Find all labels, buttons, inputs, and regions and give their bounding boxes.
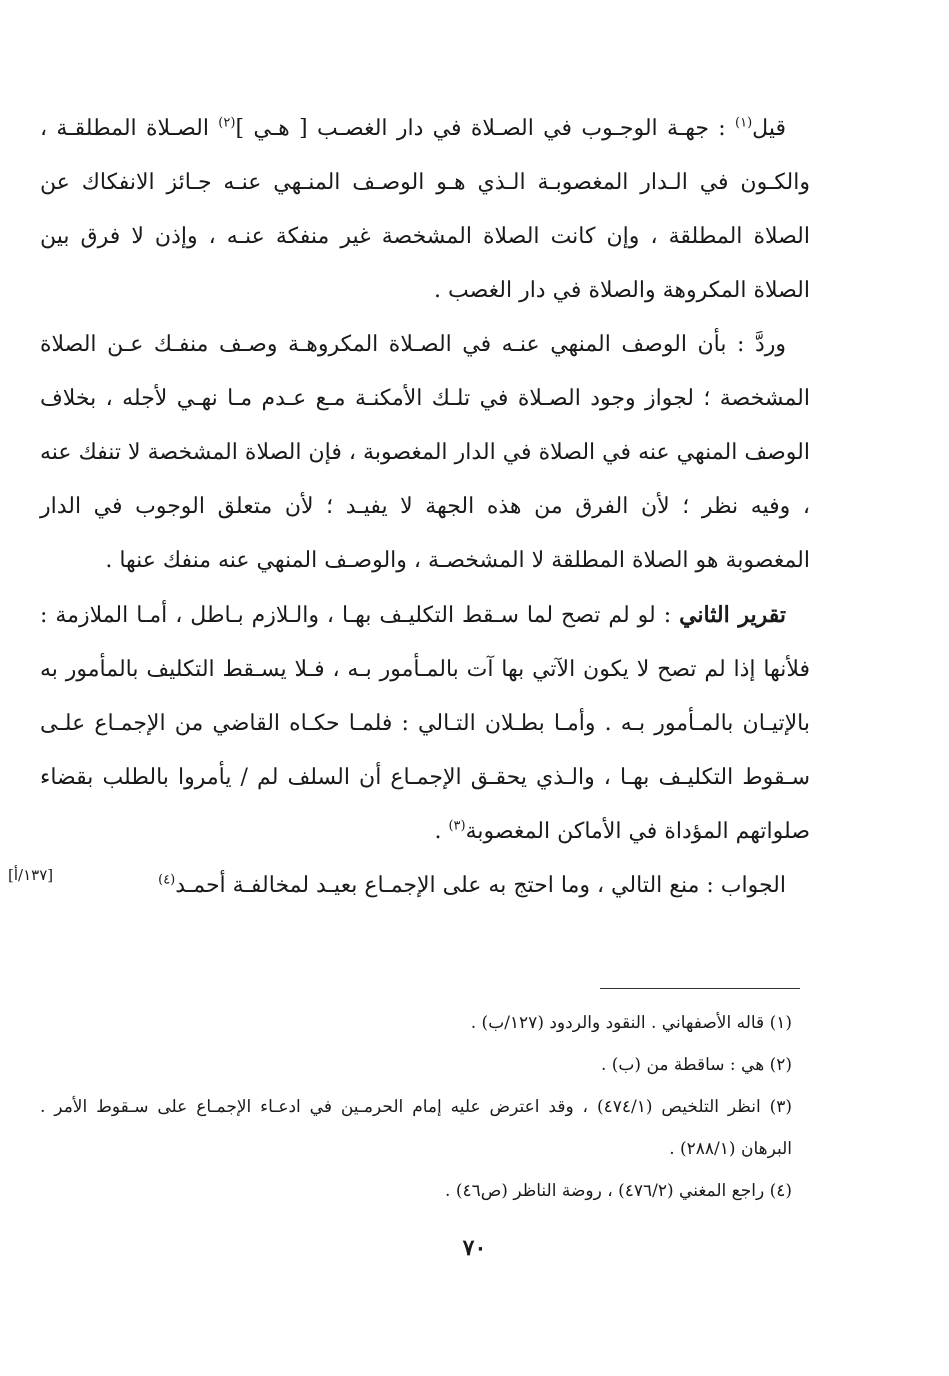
footnote-1: (١) قاله الأصفهاني . النقود والردود (١٢٧/ب) . [470, 1013, 792, 1033]
footnote-ref-3: (٣) [448, 818, 466, 834]
run: . [434, 819, 449, 844]
paragraph-1 [40, 102, 810, 318]
run: الجواب : منع التالي ، وما احتج به على الإجمـاع بعيـد لمخالفـة أحمـد [175, 873, 786, 898]
run: قيل [752, 116, 786, 141]
paragraph-2 [40, 318, 810, 588]
paragraph-4 [40, 859, 810, 913]
footnotes [40, 1002, 810, 1212]
page-number: ٧٠ [462, 1235, 487, 1261]
run: الصـلاة المطلقـة ، والكـون في الـدار المغصوبـة الـذي هـو الوصـف المنـهي عنـه جـائز الانفكاك عن الصلاة المطلقة ، وإن كانت الصلاة المشخصة غير منفكة عنـه ، وإذن لا فرق بين الصلاة المكروهة والصلاة في دار الغصب . [40, 116, 810, 303]
footnote-2: (٢) هي : ساقطة من (ب) . [600, 1055, 792, 1075]
run: : لو لم تصح لما سـقط التكليـف بهـا ، والـلازم بـاطل ، أمـا الملازمة : فلأنها إذا لم تصح لا يكون الآتي بها آت بالمـأمور بـه ، فـلا يسـقط التكليف بالمأمور به بالإتيـان بالمـأمور بـه . وأمـا بطـلان التـالي : فلمـا حكـاه القاضي من الإجمـاع علـى سـقوط التكليـف بهـا ، والـذي يحقـق الإجمـاع أن السلف لم / يأمروا بالطلب بقضاء صلواتهم المؤداة في الأماكن المغصوبة [40, 603, 810, 844]
footnote-3: (٣) انظر التلخيص (٤٧٤/١) ، وقد اعترض عليه إمام الحرمـين في ادعـاء الإجمـاع على سـقوط الأمر . البرهان (٢٨٨/١) . [40, 1097, 792, 1159]
run: : جهـة الوجـوب في الصـلاة في دار الغصـب [ هـي ] [235, 116, 736, 141]
footnote-ref-2: (٢) [218, 115, 236, 131]
manuscript-folio-marker: [١٣٧/أ] [8, 866, 54, 884]
main-text [40, 102, 810, 913]
run: وردَّ : بأن الوصف المنهي عنـه في الصـلاة المكروهـة وصـف منفـك عـن الصلاة المشخصة ؛ لجواز وجود الصـلاة في تلـك الأمكنـة مـع عـدم مـا نهـي لأجله ، بخلاف الوصف المنهي عنه في الصلاة في الدار المغصوبة ، فإن الصلاة المشخصة لا تنفك عنه ، وفيه نظر ؛ لأن الفرق من هذه الجهة لا يفيـد ؛ لأن متعلق الوجوب في الدار المغصوبة هو الصلاة المطلقة لا المشخصـة ، والوصـف المنهي عنه منفك عنها . [40, 332, 810, 573]
section-heading: تقرير الثاني [679, 602, 786, 628]
paragraph-3 [40, 588, 810, 859]
footnote-4: (٤) راجع المغني (٤٧٦/٢) ، روضة الناظر (ص٤٦) . [445, 1181, 792, 1201]
footnote-ref-1: (١) [735, 115, 753, 131]
footnote-separator [600, 988, 800, 989]
footnote-ref-4: (٤) [158, 872, 176, 888]
